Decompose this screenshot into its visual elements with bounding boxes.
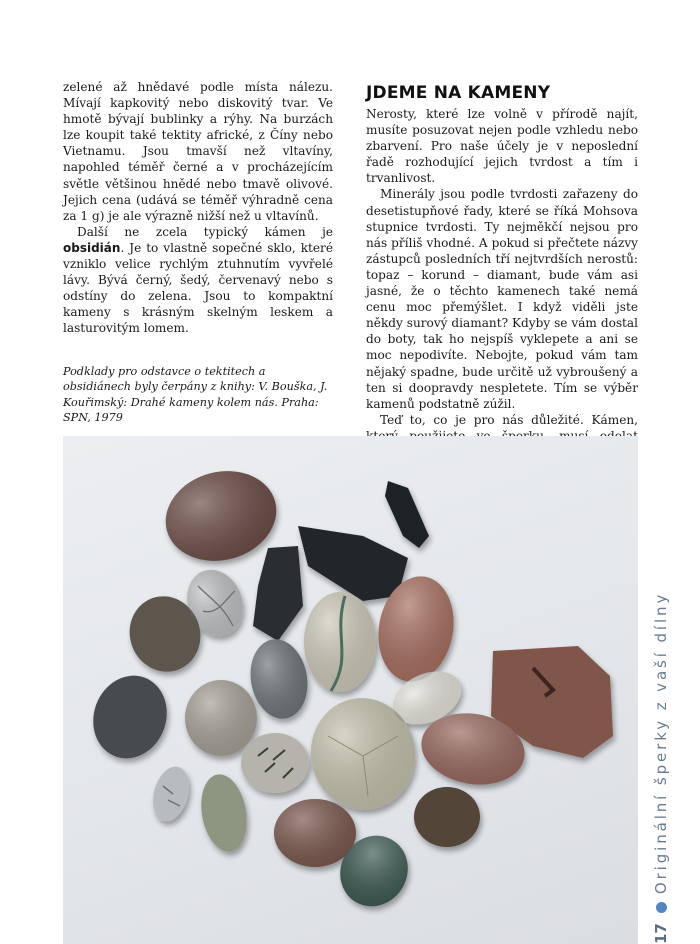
obsidian-intro-text: Další ne zcela typický kámen je [77, 224, 333, 239]
small-grey-stone [147, 763, 194, 826]
right-text-column [366, 82, 638, 460]
obsidian-flat [298, 526, 408, 601]
paragraph-tektites: zelené až hnědavé podle místa nálezu. Mívají kapkovitý nebo diskovitý tvar. Ve hmotě bývají bublinky a rýhy. Na burzách lze koupit také tektity africké, z Číny nebo Vietnamu. Jsou tmavší než vltavíny, napohled téměř černé a v procházejícím světle většinou hnědé nebo tmavě olivové. Jejich cena (udává se téměř výhradně cena za 1 g) je ale výrazně nižší než u vltavínů. [63, 80, 333, 223]
page-sidebar [641, 440, 699, 944]
obsidian-small [385, 481, 429, 548]
greenish-stone [196, 771, 253, 855]
paragraph-obsidian [63, 224, 333, 337]
series-title: Originální šperky z vaší dílny [652, 591, 670, 895]
obsidian-description-text: . Je to vlastně sopečné sklo, které vzniklo velice rychlým ztuhnutím vyvřelé lávy. Bývá černý, šedý, červenavý nebo s odstíny do zelena. Jsou to kompaktní kameny s krásným skelným leskem a lasturovitým lomem. [63, 240, 333, 336]
bullet-dot-icon [656, 902, 667, 913]
left-text-column [63, 79, 333, 426]
dark-brown-stone [414, 787, 480, 847]
section-heading: JDEME NA KAMENY [366, 83, 551, 103]
obsidian-term: obsidián [63, 240, 121, 255]
paragraph-intro: Nerosty, které lze volně v přírodě najít, musíte posuzovat nejen podle vzhledu nebo zbarvení. Pro naše účely je v neposlední řadě rozhodující jejich tvrdost a tím i trvanlivost. [366, 107, 638, 186]
stones-photo [63, 436, 638, 944]
stones-illustration [63, 436, 638, 944]
page-number: 17 [652, 923, 670, 944]
source-note: Podklady pro odstavce o tektitech a obsidiánech byly čerpány z knihy: V. Bouška, J. Kouřimský: Drahé kameny kolem nás. Praha: SPN, 1979 [63, 364, 328, 424]
paragraph-mohs-scale: Minerály jsou podle tvrdosti zařazeny do desetistupňové řady, které se říká Mohsova stupnice tvrdosti. Ty nejměkčí nejsou pro nás příliš vhodné. A pokud si přečtete názvy zástupců posledních tří nejtvrdších nerostů: topaz – korund – diamant, bude vám asi jasné, že o těchto kamenech také nemá cenu moc přemýšlet. I když viděli jste někdy surový diamant? Kdyby se vám dostal do boty, tak ho nejspíš vyklepete a ani se moc nepodivíte. Nebojte, pokud vám tam nějaký spadne, bude určitě už vybroušený a ten si doopravdy nespletete. Tím se výběr kamenů podstatně zúžil. [366, 187, 638, 411]
dark-speckled-stone [82, 665, 178, 769]
paragraph-importance: Teď to, co je pro nás důležité. Kámen, [380, 412, 638, 427]
obsidian-tall [253, 546, 303, 641]
